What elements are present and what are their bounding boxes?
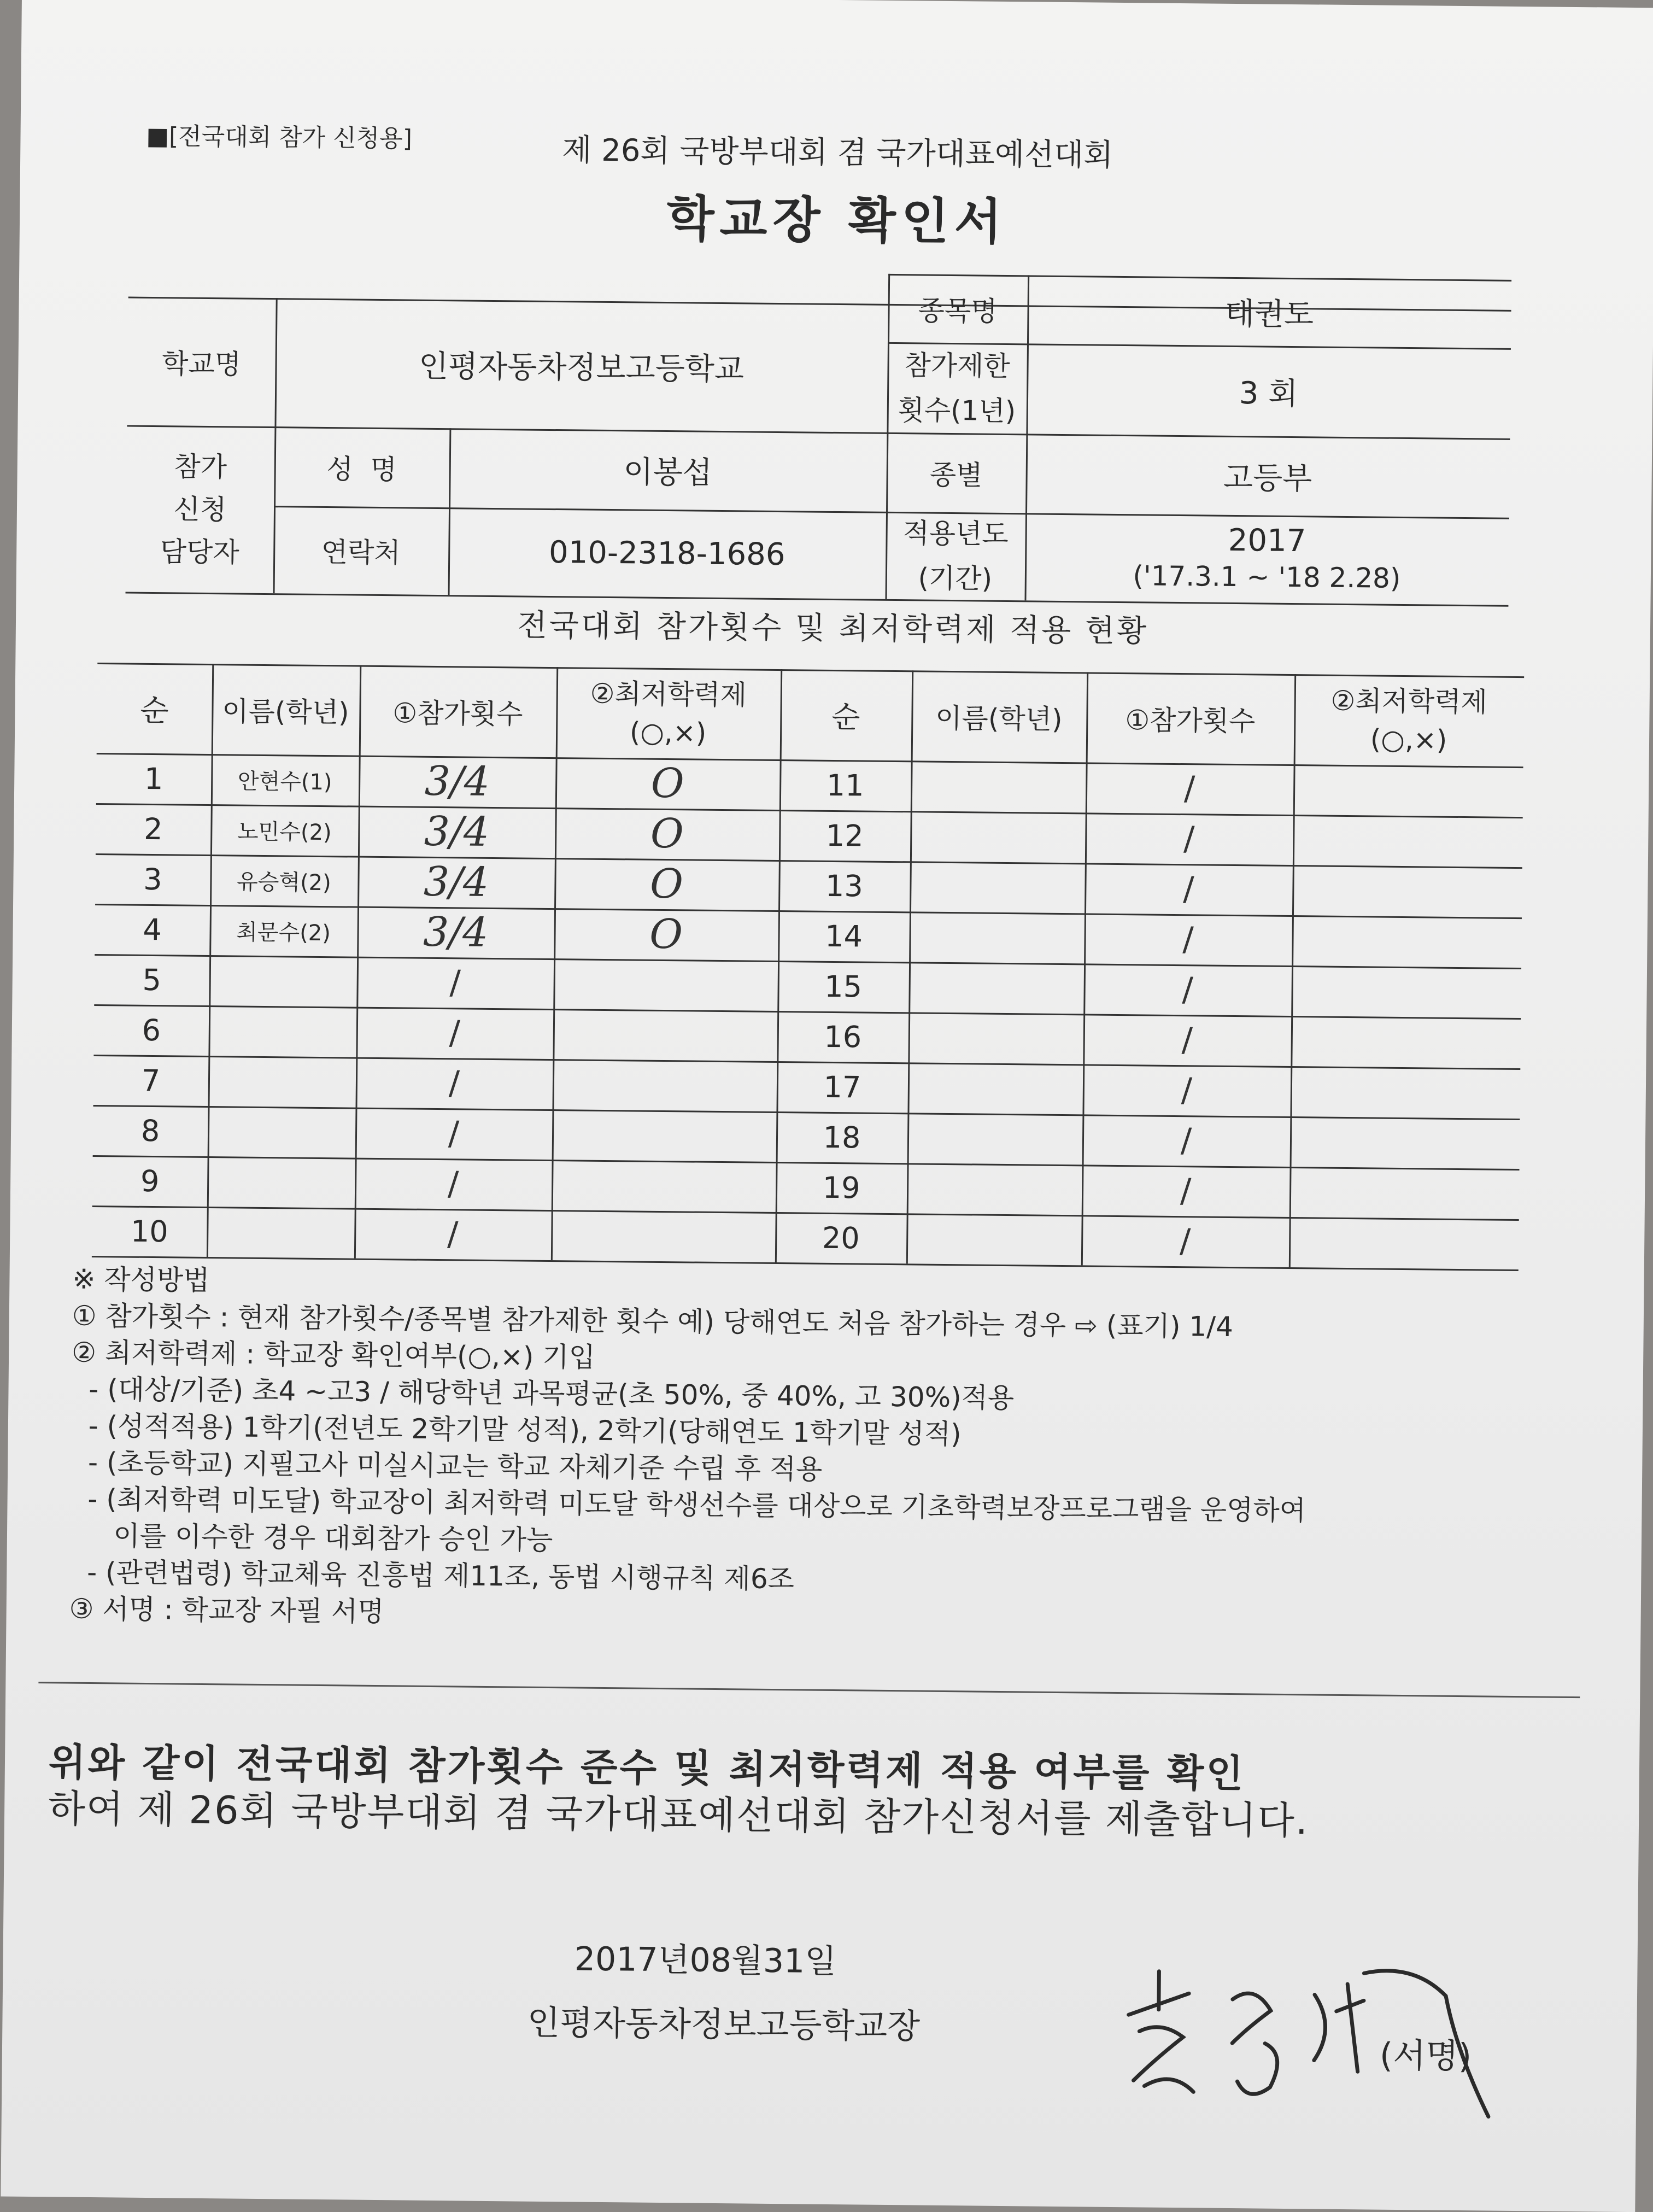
participation-count: /	[449, 1014, 461, 1052]
school-value: 인평자동차정보고등학교	[418, 348, 745, 387]
student-name	[907, 1113, 1083, 1164]
min-achievement-mark	[1291, 965, 1521, 1018]
student-name: 노민수(2)	[237, 819, 332, 845]
row-number: 16	[824, 1019, 862, 1054]
min-achievement-mark	[1291, 1016, 1521, 1068]
participation-count: /	[1181, 1021, 1193, 1060]
row-number: 11	[826, 768, 864, 803]
limit-label-line1: 참가제한	[904, 349, 1010, 382]
participation-count: /	[1182, 970, 1194, 1009]
year-label-line2: (기간)	[918, 562, 993, 595]
event-value: 태권도	[1224, 296, 1314, 332]
participation-count: /	[1180, 1121, 1192, 1160]
instruction-line: - (관련법령) 학교체육 진흥법 제11조, 동법 시행규칙 제6조	[69, 1556, 795, 1595]
instruction-line: ② 최저학력제 : 학교장 확인여부(○,×) 기입	[71, 1336, 596, 1373]
instruction-line: - (성적적용) 1학기(전년도 2학기말 성적), 2학기(당해연도 1학기말 성적)	[71, 1409, 962, 1450]
header-name-left: 이름(학년)	[222, 695, 349, 728]
header-no-left: 순	[140, 693, 169, 728]
student-name	[208, 1106, 356, 1158]
applicant-label	[126, 425, 275, 594]
row-number: 17	[823, 1069, 861, 1104]
min-achievement-mark	[1292, 865, 1522, 917]
student-name	[207, 1207, 355, 1259]
row-number: 13	[825, 868, 864, 903]
student-name	[910, 811, 1086, 863]
student-name	[911, 760, 1086, 812]
min-achievement-mark	[552, 1059, 777, 1111]
form-tag: ■[전국대회 참가 신청용]	[146, 122, 413, 153]
student-name	[908, 962, 1084, 1014]
student-name	[209, 955, 357, 1007]
instruction-line: - (대상/기준) 초4 ~고3 / 해당학년 과목평균(초 50%, 중 40%, 고 30%)적용	[71, 1373, 1015, 1414]
limit-label	[887, 342, 1027, 434]
instruction-line: - (초등학교) 지필고사 미실시교는 학교 자체기준 수립 후 적용	[70, 1446, 823, 1485]
limit-value: 3 회	[1239, 375, 1298, 412]
row-number: 1	[144, 761, 163, 796]
confirmation-line-1: 위와 같이 전국대회 참가횟수 준수 및 최저학력제 적용 여부를 확인	[48, 1740, 1246, 1796]
student-name	[208, 1005, 356, 1057]
instructions	[69, 1261, 1308, 1640]
year-label	[885, 512, 1025, 600]
row-number: 8	[140, 1113, 160, 1148]
min-achievement-mark: O	[650, 810, 684, 858]
instruction-line: 이를 이수한 경우 대회참가 승인 가능	[69, 1519, 553, 1556]
signer-title: 인평자동차정보고등학교장	[527, 2002, 921, 2046]
row-number: 14	[824, 918, 863, 953]
min-achievement-mark	[1290, 1066, 1520, 1119]
header-min-left-line2: (○,×)	[629, 716, 707, 749]
row-number: 3	[143, 862, 162, 897]
name-value: 이봉섭	[623, 454, 713, 491]
student-name: 유승혁(2)	[236, 869, 331, 896]
min-achievement-mark	[553, 958, 778, 1011]
student-name	[907, 1062, 1083, 1114]
participation-count: /	[1180, 1172, 1192, 1210]
instruction-line: - (최저학력 미도달) 학교장이 최저학력 미도달 학생선수를 대상으로 기초학력보장프로그램을 운영하여	[70, 1483, 1306, 1527]
student-name	[208, 1056, 356, 1108]
header-min-right-line2: (○,×)	[1370, 723, 1447, 756]
min-achievement-mark	[1289, 1167, 1520, 1219]
participation-count: 3/4	[424, 807, 490, 856]
min-achievement-mark	[1293, 815, 1523, 867]
row-number: 6	[142, 1013, 161, 1048]
row-number: 20	[822, 1220, 860, 1255]
document-title: 학교장 확인서	[666, 190, 1008, 251]
participation-count: /	[1183, 769, 1195, 808]
student-name	[907, 1163, 1082, 1215]
row-number: 5	[142, 962, 162, 997]
header-min-left-line1: ②최저학력제	[590, 677, 747, 711]
status-table-title: 전국대회 참가횟수 및 최저학력제 적용 현황	[517, 607, 1149, 649]
student-name: 최문수(2)	[236, 919, 331, 946]
participation-count: 3/4	[424, 757, 490, 805]
student-name	[910, 861, 1085, 913]
handwritten-signature	[1105, 1949, 1523, 2161]
min-achievement-mark	[1293, 764, 1523, 817]
min-achievement-mark	[553, 1009, 777, 1061]
row-number: 19	[822, 1170, 860, 1205]
document-page	[1, 0, 1653, 2212]
min-achievement-mark	[1292, 915, 1522, 968]
header-count-left: ①참가횟수	[392, 697, 523, 730]
year-value: 2017	[1228, 522, 1306, 559]
divider	[38, 1682, 1580, 1698]
contact-value: 010-2318-1686	[548, 534, 786, 572]
student-name	[909, 911, 1085, 963]
row-number: 7	[141, 1063, 161, 1098]
participation-count: /	[448, 1064, 460, 1103]
document-subtitle: 제 26회 국방부대회 겸 국가대표예선대회	[562, 132, 1113, 173]
name-label: 성 명	[326, 453, 397, 485]
participation-count: /	[449, 963, 461, 1002]
participation-count: /	[1182, 870, 1194, 909]
limit-label-line2: 횟수(1년)	[898, 394, 1016, 427]
event-label: 종목명	[918, 294, 998, 327]
signature-hint: (서명)	[1379, 2035, 1472, 2076]
header-min-right-line1: ②최저학력제	[1330, 684, 1488, 718]
row-number: 10	[130, 1214, 168, 1249]
min-achievement-mark	[551, 1210, 776, 1262]
row-number: 4	[143, 912, 162, 947]
row-number: 12	[825, 818, 864, 853]
division-value: 고등부	[1223, 460, 1312, 496]
min-achievement-mark	[1289, 1217, 1519, 1269]
year-label-line1: 적용년도	[902, 517, 1009, 551]
participation-count: /	[1181, 1071, 1193, 1110]
applicant-label-line3: 담당자	[160, 535, 239, 569]
instruction-line: ③ 서명 : 학교장 자필 서명	[69, 1593, 384, 1628]
row-number: 15	[824, 969, 863, 1004]
year-value-cell	[1024, 513, 1509, 605]
contact-label: 연락처	[321, 536, 401, 569]
confirmation-line-2: 하여 제 26회 국방부대회 겸 국가대표예선대회 참가신청서를 제출합니다.	[48, 1786, 1309, 1844]
division-label: 종별	[929, 459, 983, 491]
instruction-line: ① 참가횟수 : 현재 참가횟수/종목별 참가제한 횟수 예) 당해연도 처음 참가하는 경우 ⇨ (표기) 1/4	[72, 1300, 1234, 1343]
min-achievement-mark	[552, 1160, 776, 1212]
min-achievement-mark: O	[650, 759, 684, 807]
participation-count: /	[1183, 820, 1195, 858]
header-min-right	[1294, 674, 1525, 766]
participation-count: /	[1179, 1222, 1191, 1261]
header-count-right: ①참가횟수	[1125, 704, 1256, 737]
min-achievement-mark: O	[649, 860, 684, 908]
header-name-right: 이름(학년)	[935, 702, 1063, 735]
applicant-label-line2: 신청	[173, 493, 227, 525]
min-achievement-mark	[552, 1109, 777, 1162]
student-name	[906, 1213, 1082, 1265]
period-value: ('17.3.1 ~ '18 2.28)	[1133, 560, 1401, 594]
row-number: 18	[823, 1120, 861, 1155]
document-date: 2017년08월31일	[574, 1940, 837, 1981]
header-no-right: 순	[831, 699, 860, 735]
participation-count: /	[447, 1215, 459, 1254]
instruction-line: ※ 작성방법	[72, 1263, 210, 1297]
school-label: 학교명	[161, 347, 242, 381]
participation-count: 3/4	[423, 858, 489, 906]
participation-count: /	[448, 1114, 460, 1153]
row-number: 2	[143, 811, 163, 846]
row-number: 9	[140, 1163, 160, 1198]
participation-count: 3/4	[423, 908, 489, 956]
min-achievement-mark: O	[649, 910, 683, 958]
min-achievement-mark	[1290, 1116, 1520, 1169]
student-name	[207, 1156, 355, 1208]
header-min-left	[556, 667, 781, 759]
participation-count: /	[447, 1164, 459, 1203]
applicant-label-line1: 참가	[174, 450, 227, 483]
student-name: 안현수(1)	[237, 769, 332, 795]
participation-count: /	[1182, 920, 1194, 959]
student-name	[908, 1012, 1083, 1064]
